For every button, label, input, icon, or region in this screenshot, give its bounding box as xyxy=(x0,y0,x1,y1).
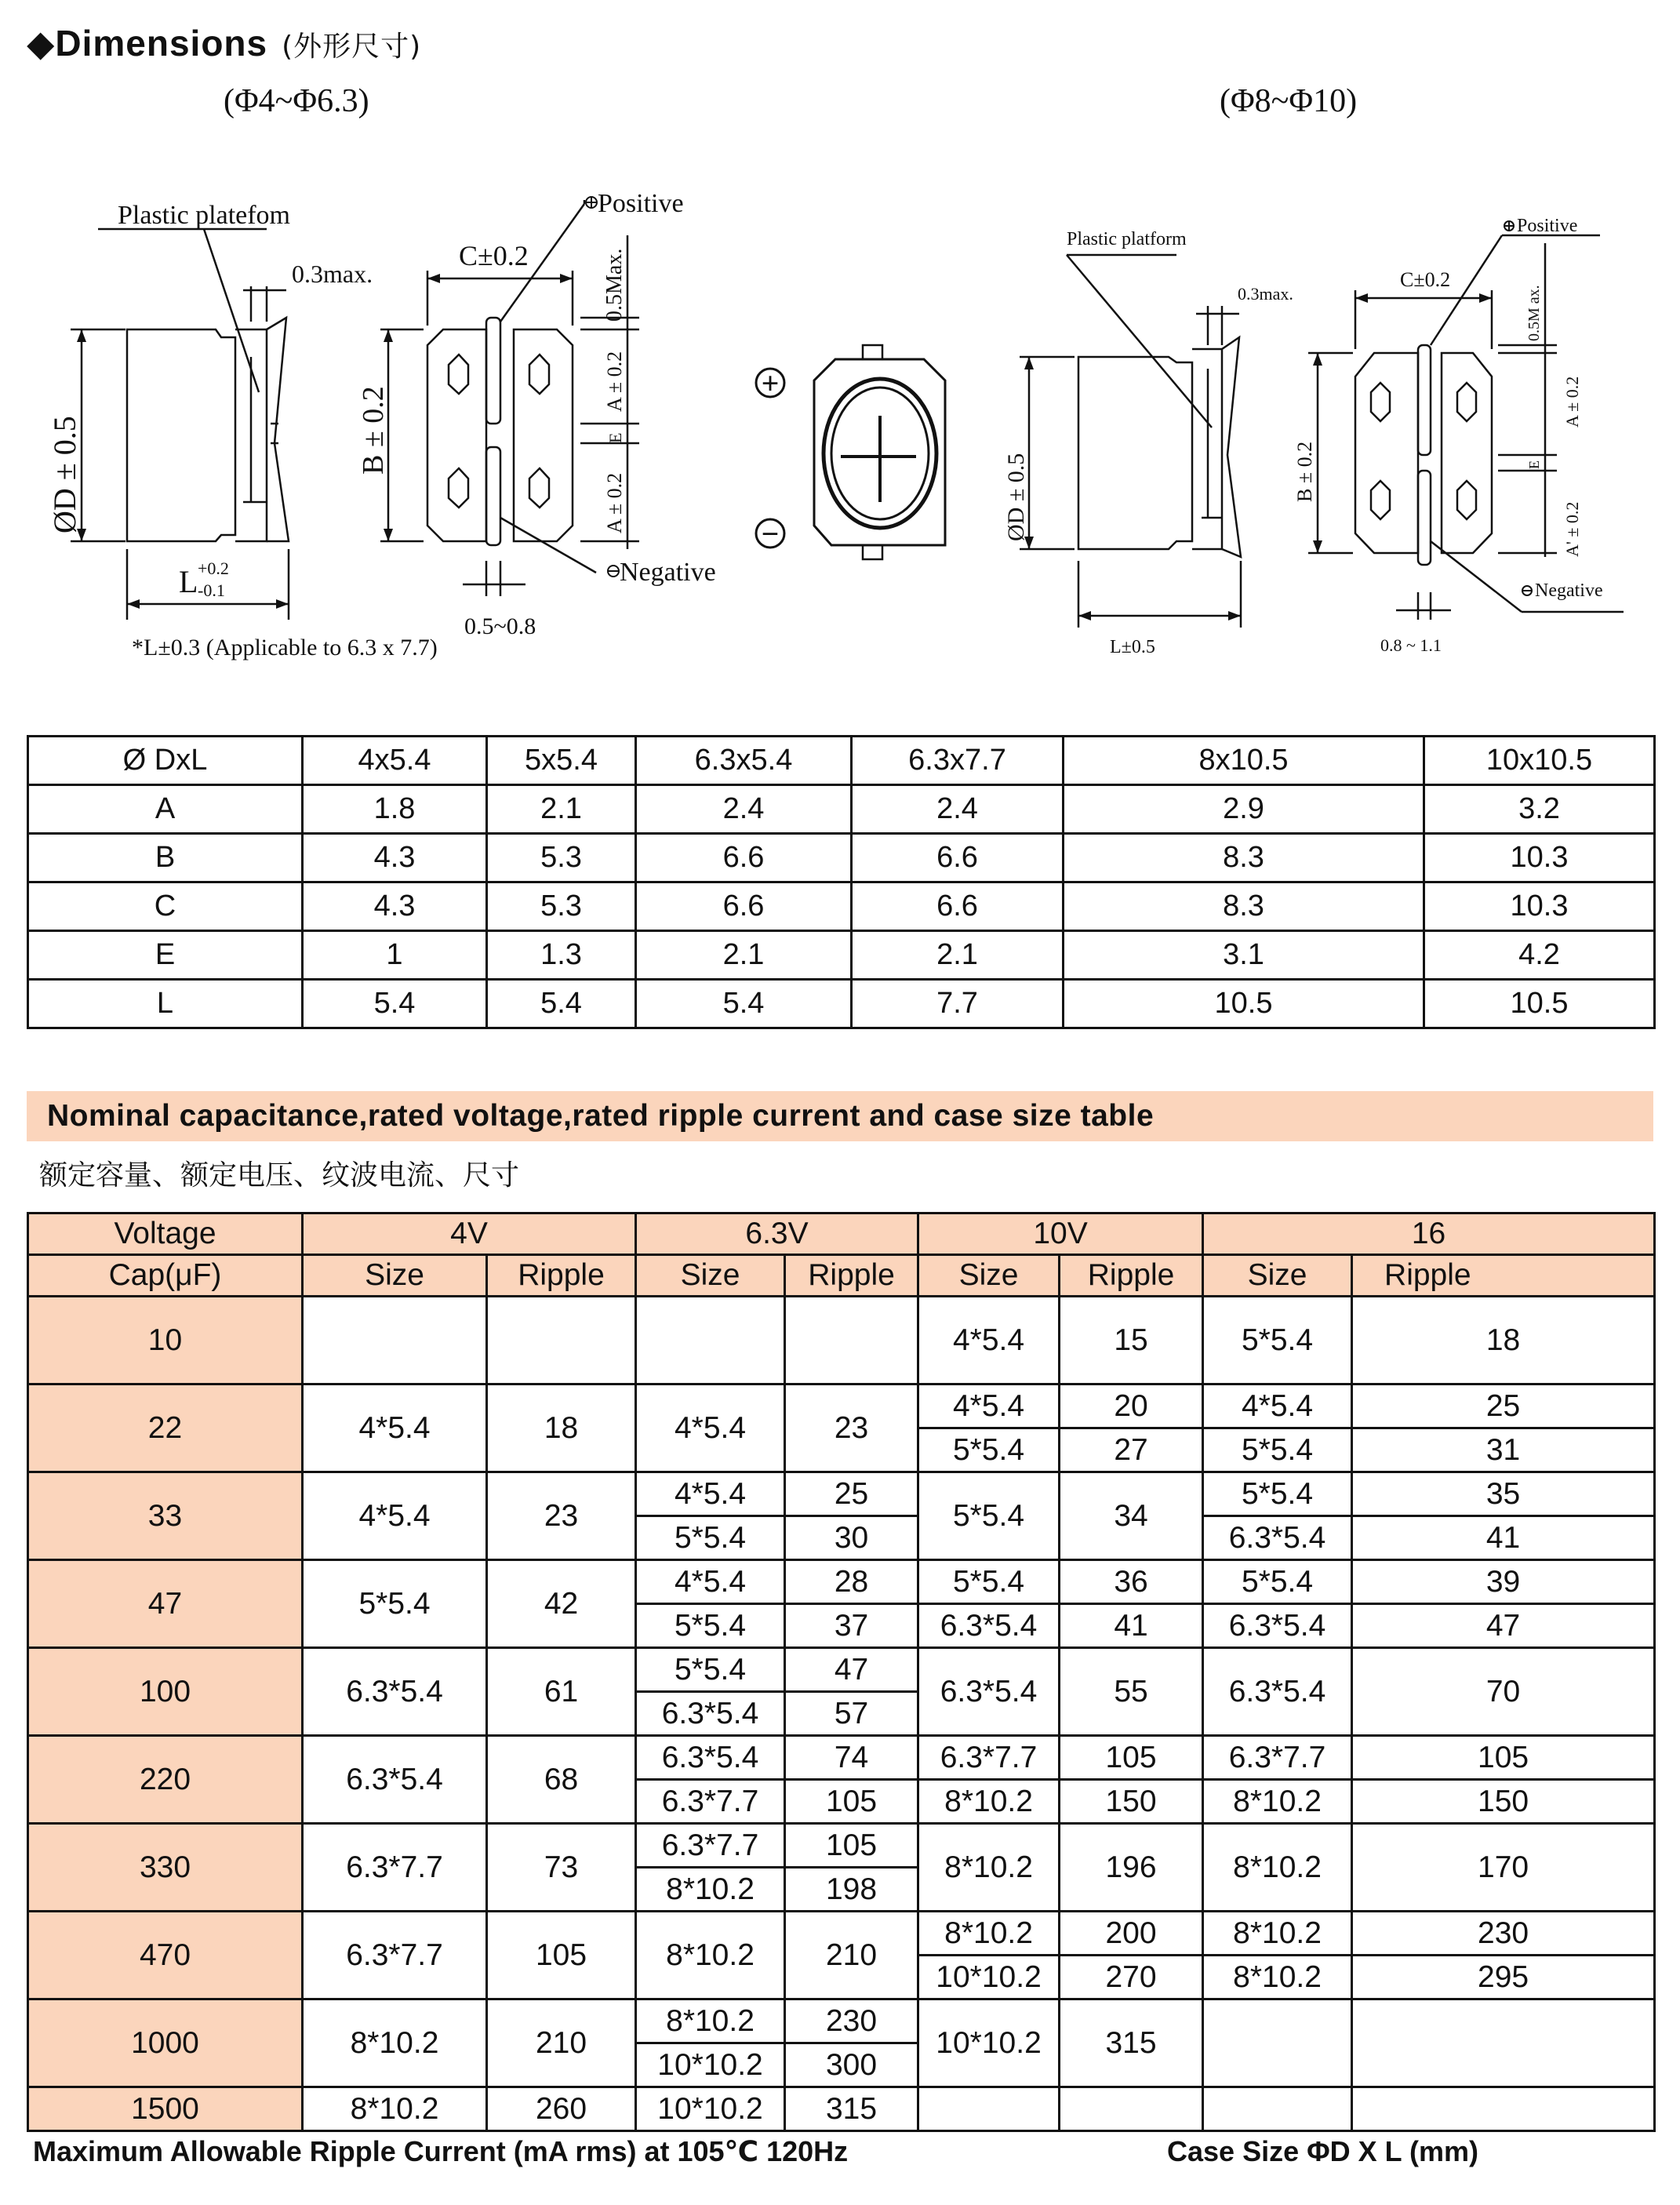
ripple-cell: 105 xyxy=(1352,1736,1655,1780)
dimension-table xyxy=(27,735,1656,1029)
size-cell: 6.3*5.4 xyxy=(1203,1604,1352,1648)
cap-cell: 10 xyxy=(28,1297,303,1384)
ripple-cell: 270 xyxy=(1060,1956,1203,1999)
ripple-cell: 30 xyxy=(785,1516,918,1560)
size-cell: 4*5.4 xyxy=(636,1560,785,1604)
voltage-header-row xyxy=(28,1213,1655,1255)
table-row xyxy=(28,1999,1655,2043)
ripple-cell: 230 xyxy=(1352,1912,1655,1956)
table-row xyxy=(28,1648,1655,1692)
ripple-cell: 23 xyxy=(487,1472,636,1560)
header-cell: 6.3x5.4 xyxy=(636,737,852,785)
ripple-cell: 18 xyxy=(1352,1297,1655,1384)
table-cell: 2.1 xyxy=(852,931,1064,980)
size-cell: 8*10.2 xyxy=(918,1824,1060,1912)
table-cell: 5.4 xyxy=(487,980,636,1028)
table-row xyxy=(28,1472,1655,1516)
table-row xyxy=(28,1560,1655,1604)
table-row xyxy=(28,1384,1655,1428)
ripple-cell: 260 xyxy=(487,2087,636,2131)
table-cell: C xyxy=(28,882,303,931)
ripple-header: Ripple xyxy=(1352,1255,1655,1297)
size-cell: 8*10.2 xyxy=(1203,1780,1352,1824)
size-cell: 10*10.2 xyxy=(636,2087,785,2131)
ripple-cell: 61 xyxy=(487,1648,636,1736)
size-cell: 8*10.2 xyxy=(918,1912,1060,1956)
size-cell: 6.3*5.4 xyxy=(636,1736,785,1780)
size-cell: 6.3*5.4 xyxy=(1203,1516,1352,1560)
ripple-cell: 150 xyxy=(1060,1780,1203,1824)
right-e-label: E xyxy=(1526,460,1542,469)
right-gap-label: 0.8 ~ 1.1 xyxy=(1380,635,1442,655)
size-cell: 8*10.2 xyxy=(636,1868,785,1912)
size-cell: 6.3*5.4 xyxy=(918,1648,1060,1736)
title-cn: (外形尺寸) xyxy=(282,31,422,63)
size-cell: 5*5.4 xyxy=(1203,1428,1352,1472)
table-row xyxy=(28,785,1655,834)
size-cell: 8*10.2 xyxy=(918,1780,1060,1824)
table-cell: 6.6 xyxy=(852,882,1064,931)
size-cell: 4*5.4 xyxy=(636,1472,785,1516)
table-row xyxy=(28,2087,1655,2131)
voltage-10v: 10V xyxy=(918,1213,1203,1255)
diamond-bullet-icon: ◆ xyxy=(27,23,56,64)
right-a-top: A ± 0.2 xyxy=(1562,376,1582,428)
ripple-cell: 150 xyxy=(1352,1780,1655,1824)
ripple-cell: 37 xyxy=(785,1604,918,1648)
table-row xyxy=(28,980,1655,1028)
size-cell: 8*10.2 xyxy=(1203,1824,1352,1912)
table-cell: 2.9 xyxy=(1064,785,1424,834)
voltage-4v: 4V xyxy=(303,1213,636,1255)
table-cell: 1.8 xyxy=(303,785,487,834)
range-large-label: (Φ8~Φ10) xyxy=(1220,83,1358,119)
size-cell: 5*5.4 xyxy=(918,1472,1060,1560)
size-cell: 5*5.4 xyxy=(1203,1472,1352,1516)
cap-cell: 33 xyxy=(28,1472,303,1560)
left-a-bottom: A ± 0.2 xyxy=(603,472,626,533)
size-cell: 4*5.4 xyxy=(918,1384,1060,1428)
ripple-cell: 105 xyxy=(1060,1736,1203,1780)
table-cell: 4.3 xyxy=(303,882,487,931)
ripple-cell: 170 xyxy=(1352,1824,1655,1912)
right-max-label: 0.3max. xyxy=(1238,284,1293,304)
ripple-cell: 300 xyxy=(785,2043,918,2087)
ripple-cell: 105 xyxy=(785,1780,918,1824)
ripple-cell: 25 xyxy=(1352,1384,1655,1428)
left-max-label: 0.3max. xyxy=(292,260,373,288)
right-negative-label: Negative xyxy=(1535,580,1603,601)
ripple-cell: 34 xyxy=(1060,1472,1203,1560)
ripple-cell: 73 xyxy=(487,1824,636,1912)
footer-case-size-note: Case Size ΦD X L (mm) xyxy=(1167,2135,1479,2167)
table-row xyxy=(28,931,1655,980)
ripple-cell: 20 xyxy=(1060,1384,1203,1428)
plus-symbol: + xyxy=(761,366,780,401)
table-row xyxy=(28,1912,1655,1956)
header-cell: 4x5.4 xyxy=(303,737,487,785)
ripple-cell: 23 xyxy=(785,1384,918,1472)
ripple-cell: 315 xyxy=(1060,1999,1203,2087)
ripple-cell: 315 xyxy=(785,2087,918,2131)
header-cell: Ø DxL xyxy=(28,737,303,785)
empty-cell xyxy=(1060,2087,1203,2131)
cap-cell: 1000 xyxy=(28,1999,303,2087)
ripple-cell: 198 xyxy=(785,1868,918,1912)
table-row xyxy=(28,1297,1655,1384)
ripple-cell: 196 xyxy=(1060,1824,1203,1912)
middle-top-view xyxy=(756,345,945,559)
ripple-cell: 68 xyxy=(487,1736,636,1824)
table-cell: 3.2 xyxy=(1424,785,1655,834)
ripple-cell: 105 xyxy=(487,1912,636,1999)
table-cell: 6.6 xyxy=(636,834,852,882)
left-b-label: B ± 0.2 xyxy=(357,386,390,475)
ripple-cell: 55 xyxy=(1060,1648,1203,1736)
size-cell: 5*5.4 xyxy=(918,1560,1060,1604)
size-cell: 10*10.2 xyxy=(918,1999,1060,2087)
size-cell: 6.3*5.4 xyxy=(303,1736,487,1824)
table-cell: A xyxy=(28,785,303,834)
size-header: Size xyxy=(636,1255,785,1297)
table-cell: 10.5 xyxy=(1064,980,1424,1028)
size-cell: 5*5.4 xyxy=(1203,1560,1352,1604)
cap-cell: 470 xyxy=(28,1912,303,1999)
section-subtitle-cn: 额定容量、额定电压、纹波电流、尺寸 xyxy=(39,1159,520,1192)
ripple-cell: 74 xyxy=(785,1736,918,1780)
size-cell: 10*10.2 xyxy=(636,2043,785,2087)
ripple-cell: 230 xyxy=(785,1999,918,2043)
left-diameter-label: ØD ± 0.5 xyxy=(47,416,82,533)
right-positive-label: Positive xyxy=(1517,216,1578,236)
size-cell: 8*10.2 xyxy=(303,2087,487,2131)
table-cell: B xyxy=(28,834,303,882)
size-cell: 5*5.4 xyxy=(636,1648,785,1692)
size-cell: 6.3*7.7 xyxy=(1203,1736,1352,1780)
table-row xyxy=(28,1824,1655,1868)
size-cell: 4*5.4 xyxy=(1203,1384,1352,1428)
size-cell: 6.3*7.7 xyxy=(636,1824,785,1868)
size-cell: 8*10.2 xyxy=(1203,1912,1352,1956)
table-row xyxy=(28,834,1655,882)
size-cell: 6.3*7.7 xyxy=(303,1824,487,1912)
size-cell: 5*5.4 xyxy=(636,1604,785,1648)
size-cell: 5*5.4 xyxy=(303,1560,487,1648)
size-cell: 6.3*5.4 xyxy=(918,1604,1060,1648)
cap-cell: 22 xyxy=(28,1384,303,1472)
right-drawing-labels xyxy=(1003,216,1603,657)
size-cell: 5*5.4 xyxy=(918,1428,1060,1472)
size-header: Size xyxy=(918,1255,1060,1297)
ripple-header: Ripple xyxy=(487,1255,636,1297)
cap-label: Cap(μF) xyxy=(28,1255,303,1297)
ripple-cell: 200 xyxy=(1060,1912,1203,1956)
size-cell: 4*5.4 xyxy=(303,1384,487,1472)
ripple-cell: 15 xyxy=(1060,1297,1203,1384)
right-lead-max: 0.5M ax. xyxy=(1525,285,1543,341)
size-header: Size xyxy=(1203,1255,1352,1297)
table-cell: 7.7 xyxy=(852,980,1064,1028)
size-cell: 8*10.2 xyxy=(636,1999,785,2043)
left-side-view xyxy=(71,229,289,620)
empty-cell xyxy=(1352,2087,1655,2131)
table-cell: 4.3 xyxy=(303,834,487,882)
size-cell: 4*5.4 xyxy=(636,1384,785,1472)
header-cell: 8x10.5 xyxy=(1064,737,1424,785)
size-cell: 4*5.4 xyxy=(303,1472,487,1560)
table-cell: 2.1 xyxy=(636,931,852,980)
ripple-cell: 18 xyxy=(487,1384,636,1472)
table-cell: 2.1 xyxy=(487,785,636,834)
ripple-cell: 70 xyxy=(1352,1648,1655,1736)
left-lead-max: 0.5Max. xyxy=(602,248,627,322)
empty-cell xyxy=(1203,1999,1352,2087)
cap-cell: 330 xyxy=(28,1824,303,1912)
right-diameter-label: ØD ± 0.5 xyxy=(1003,453,1029,541)
dimension-drawings xyxy=(0,0,1680,690)
ripple-cell: 36 xyxy=(1060,1560,1203,1604)
right-b-label: B ± 0.2 xyxy=(1293,441,1316,502)
ripple-cell: 295 xyxy=(1352,1956,1655,1999)
table-cell: 2.4 xyxy=(636,785,852,834)
table-cell: 1.3 xyxy=(487,931,636,980)
section-title: Nominal capacitance,rated voltage,rated ripple current and case size table xyxy=(47,1099,1155,1133)
right-c-label: C±0.2 xyxy=(1400,268,1451,291)
voltage-16: 16 xyxy=(1203,1213,1655,1255)
size-cell: 6.3*5.4 xyxy=(303,1648,487,1736)
section-header-band xyxy=(27,1091,1653,1141)
table-cell: E xyxy=(28,931,303,980)
middle-polarity-symbols xyxy=(762,366,780,551)
table-cell: 6.6 xyxy=(636,882,852,931)
table-cell: 10.5 xyxy=(1424,980,1655,1028)
cap-cell: 100 xyxy=(28,1648,303,1736)
ripple-cell: 210 xyxy=(487,1999,636,2087)
left-note: *L±0.3 (Applicable to 6.3 x 7.7) xyxy=(132,635,438,660)
ripple-cell: 31 xyxy=(1352,1428,1655,1472)
right-plastic-label: Plastic platform xyxy=(1067,229,1187,249)
empty-cell xyxy=(1203,2087,1352,2131)
table-cell: 8.3 xyxy=(1064,834,1424,882)
ripple-cell: 47 xyxy=(1352,1604,1655,1648)
header-cell: 6.3x7.7 xyxy=(852,737,1064,785)
size-cell: 6.3*7.7 xyxy=(303,1912,487,1999)
ripple-header: Ripple xyxy=(785,1255,918,1297)
ripple-cell: 27 xyxy=(1060,1428,1203,1472)
left-length-tol-plus: +0.2 xyxy=(198,559,229,578)
header-cell: 10x10.5 xyxy=(1424,737,1655,785)
size-cell: 6.3*7.7 xyxy=(918,1736,1060,1780)
size-cell: 6.3*5.4 xyxy=(636,1692,785,1736)
table-cell: 10.3 xyxy=(1424,882,1655,931)
left-positive-label: Positive xyxy=(598,189,684,218)
table-cell: 4.2 xyxy=(1424,931,1655,980)
table-cell: 3.1 xyxy=(1064,931,1424,980)
ripple-cell: 41 xyxy=(1352,1516,1655,1560)
capacitance-table xyxy=(27,1212,1656,2132)
ripple-cell: 25 xyxy=(785,1472,918,1516)
table-cell: 2.4 xyxy=(852,785,1064,834)
empty-cell xyxy=(918,2087,1060,2131)
title-text: Dimensions xyxy=(55,23,268,64)
ripple-cell: 42 xyxy=(487,1560,636,1648)
left-negative-label: Negative xyxy=(620,558,716,587)
table-header-row xyxy=(28,737,1655,785)
ripple-header: Ripple xyxy=(1060,1255,1203,1297)
subheader-row xyxy=(28,1255,1655,1297)
table-cell: 6.6 xyxy=(852,834,1064,882)
size-cell: 10*10.2 xyxy=(918,1956,1060,1999)
left-a-top: A ± 0.2 xyxy=(603,351,626,412)
right-length-label: L±0.5 xyxy=(1110,637,1155,657)
left-length-tol-minus: -0.1 xyxy=(198,580,225,600)
table-cell: 5.3 xyxy=(487,834,636,882)
table-cell: 5.4 xyxy=(303,980,487,1028)
left-length-label: L xyxy=(179,564,198,599)
empty-cell xyxy=(1352,1999,1655,2087)
header-cell: 5x5.4 xyxy=(487,737,636,785)
minus-symbol: − xyxy=(761,516,780,551)
table-cell: 8.3 xyxy=(1064,882,1424,931)
table-cell: 10.3 xyxy=(1424,834,1655,882)
empty-cell xyxy=(785,1297,918,1384)
empty-cell xyxy=(303,1297,487,1384)
size-header: Size xyxy=(303,1255,487,1297)
cap-cell: 1500 xyxy=(28,2087,303,2131)
range-small-label: (Φ4~Φ6.3) xyxy=(224,83,369,119)
size-cell: 6.3*5.4 xyxy=(1203,1648,1352,1736)
left-plastic-label: Plastic platefom xyxy=(118,201,291,230)
ripple-cell: 210 xyxy=(785,1912,918,1999)
table-row xyxy=(28,1736,1655,1780)
footer-ripple-note: Maximum Allowable Ripple Current (mA rms) at 105℃ 120Hz xyxy=(33,2135,849,2167)
voltage-label: Voltage xyxy=(28,1213,303,1255)
size-cell: 6.3*7.7 xyxy=(636,1780,785,1824)
right-side-view xyxy=(1020,255,1241,628)
size-cell: 5*5.4 xyxy=(1203,1297,1352,1384)
cap-cell: 47 xyxy=(28,1560,303,1648)
size-cell: 8*10.2 xyxy=(636,1912,785,1999)
ripple-cell: 47 xyxy=(785,1648,918,1692)
table-cell: 5.4 xyxy=(636,980,852,1028)
empty-cell xyxy=(636,1297,785,1384)
empty-cell xyxy=(487,1297,636,1384)
ripple-cell: 39 xyxy=(1352,1560,1655,1604)
voltage-6-3v: 6.3V xyxy=(636,1213,918,1255)
left-gap-label: 0.5~0.8 xyxy=(464,613,536,639)
ripple-cell: 105 xyxy=(785,1824,918,1868)
table-cell: 1 xyxy=(303,931,487,980)
left-drawing-labels xyxy=(47,189,716,660)
left-e-label: E xyxy=(605,432,625,443)
left-c-label: C±0.2 xyxy=(459,240,529,271)
ripple-cell: 35 xyxy=(1352,1472,1655,1516)
ripple-cell: 41 xyxy=(1060,1604,1203,1648)
table-row xyxy=(28,882,1655,931)
size-cell: 4*5.4 xyxy=(918,1297,1060,1384)
cap-cell: 220 xyxy=(28,1736,303,1824)
ripple-cell: 57 xyxy=(785,1692,918,1736)
table-cell: L xyxy=(28,980,303,1028)
right-a-bottom: A' ± 0.2 xyxy=(1562,501,1582,557)
table-cell: 5.3 xyxy=(487,882,636,931)
ripple-cell: 28 xyxy=(785,1560,918,1604)
size-cell: 5*5.4 xyxy=(636,1516,785,1560)
size-cell: 8*10.2 xyxy=(1203,1956,1352,1999)
size-cell: 8*10.2 xyxy=(303,1999,487,2087)
